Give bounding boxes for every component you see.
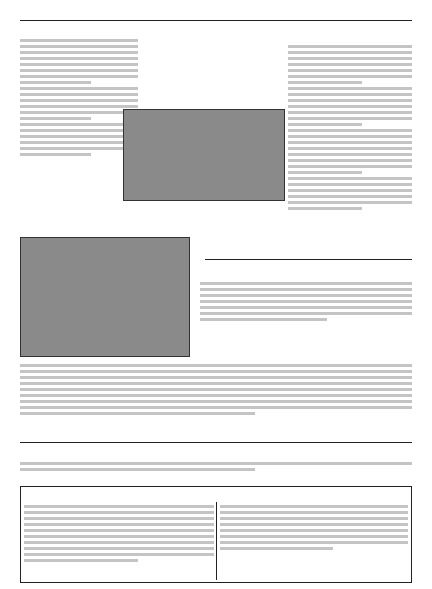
masthead [20,8,412,21]
article-5-column-1 [24,502,214,580]
article-2-photo [20,237,190,357]
article-1-column-2 [288,42,412,260]
article-5-column-divider [216,502,217,580]
article-1-column-1 [20,36,138,184]
article-4-top-rule [20,442,412,443]
article-1-photo [123,109,285,201]
newspaper-page [20,6,412,583]
article-4-body [20,459,412,483]
article-2-body [200,279,412,331]
article-3-body [20,361,412,429]
article-2-top-rule [205,259,412,260]
article-5-column-2 [220,502,408,572]
